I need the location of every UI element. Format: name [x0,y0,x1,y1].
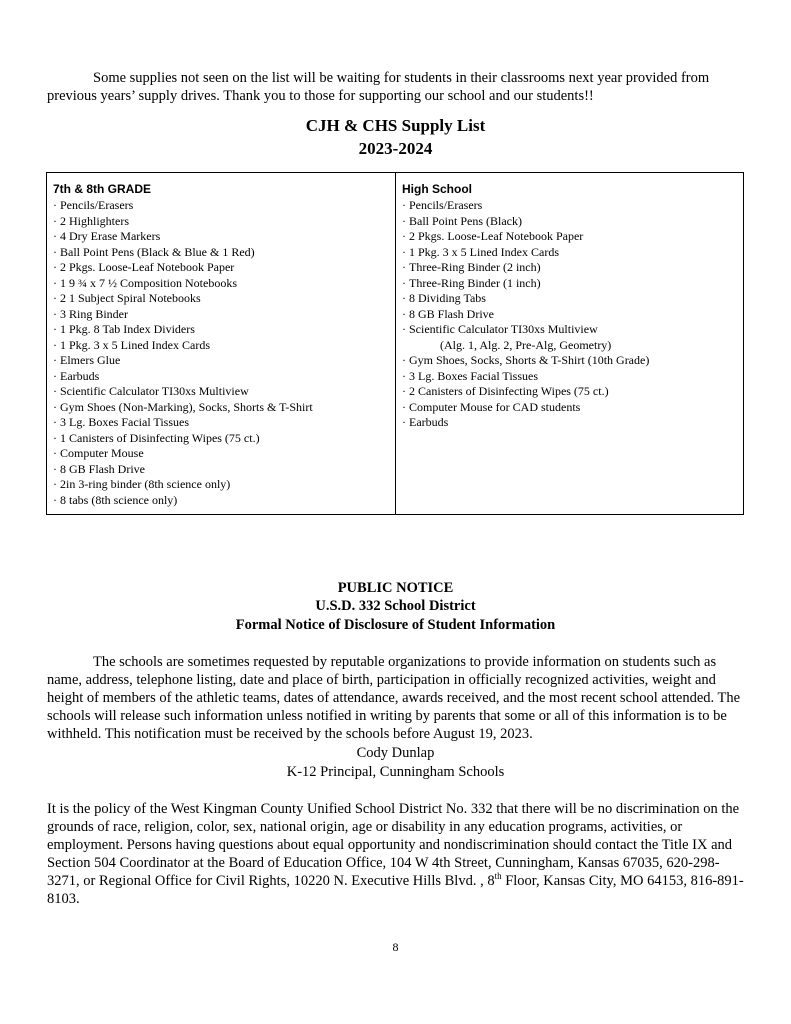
bullet-icon: · [53,275,57,290]
supply-item-label: (Alg. 1, Alg. 2, Pre-Alg, Geometry) [440,337,612,352]
high-school-heading: High School [402,182,472,196]
bullet-icon: · [402,368,406,383]
notice-body [47,653,747,743]
bullet-icon: · [402,291,406,305]
supply-item-label: Pencils/Erasers [60,198,134,212]
intro-text: Some supplies not seen on the list will be waiting for students in their classrooms next year provided from previous years’ supply drives. Thank you to those for supporting our school and our students!! [47,70,710,104]
supply-list-year: 2023-2024 [358,139,433,158]
supply-item [53,369,395,385]
supply-item [53,446,395,462]
junior-high-list [53,198,395,508]
supply-item-label: Gym Shoes (Non-Marking), Socks, Shorts & T-Shirt [60,399,313,414]
bullet-icon: · [402,415,406,429]
supply-item-label: 8 tabs (8th science only) [60,492,178,507]
supply-item [53,307,395,323]
supply-item-label: Three-Ring Binder (1 inch) [409,275,541,290]
supply-item-label: Pencils/Erasers [409,198,483,212]
bullet-icon: · [402,306,406,321]
supply-item-label: 8 GB Flash Drive [409,306,494,321]
supply-item-label: Gym Shoes, Socks, Shorts & T-Shirt (10th Grade) [409,353,650,367]
supply-item-label: Computer Mouse for CAD students [409,399,581,414]
bullet-icon: · [53,353,57,367]
high-school-list [402,198,743,431]
bullet-icon: · [53,384,57,398]
supply-item [53,276,395,292]
notice-body-text: The schools are sometimes requested by reputable organizations to provide information on students such as name, address, telephone listing, date and place of birth, participation in officially recognized activities, weight and height of members of the athletic teams, dates of attendance, awards received, and the most recent school attended. The schools will release such information unless notified in writing by parents that some or all of this information is to be withheld. This notification must be received by the schools before August 19, 2023. [47,654,741,742]
bullet-icon: · [402,384,406,398]
bullet-icon: · [402,198,406,212]
supply-item-label: 2in 3-ring binder (8th science only) [60,477,231,491]
bullet-icon: · [53,399,57,414]
supply-item [53,400,395,416]
supply-item-label: 1 Canisters of Disinfecting Wipes (75 ct.) [60,430,260,445]
supply-item-label: 2 Highlighters [60,213,129,228]
supply-item [53,260,395,276]
supply-item [402,198,743,214]
policy-text: It is the policy of the West Kingman County Unified School District No. 332 that there will be no discrimination on the grounds of race, religion, color, sex, national origin, age or disability in any education programs, activities, or employment. Persons having questions about equal opportunity and nondiscrimination should contact the Title IX and Section 504 Coordinator at the Board of Education Office, 104 W 4th Street, Cunningham, Kansas 67035, 620-298-3271, or Regional Office for Civil Rights, 10220 N. Executive Hills Blvd. , 8 [47,801,740,889]
supply-item [53,198,395,214]
bullet-icon: · [53,306,57,321]
bullet-icon: · [53,260,57,274]
signer-title: K-12 Principal, Cunningham Schools [286,764,505,780]
notice-district: U.S.D. 332 School District [315,598,476,614]
supply-item-label: Scientific Calculator TI30xs Multiview [409,322,598,336]
supply-table [46,172,744,515]
supply-item [53,462,395,478]
bullet-icon: · [402,275,406,290]
supply-item-label: Earbuds [60,368,100,383]
bullet-icon: · [53,213,57,228]
supply-item-label: 2 Pkgs. Loose-Leaf Notebook Paper [60,260,235,274]
supply-item [402,338,743,354]
supply-item [402,214,743,230]
supply-item [402,276,743,292]
policy-tail: Floor, Kansas City, MO 64153, 816-891-8103. [47,873,744,907]
notice-heading: PUBLIC NOTICE [337,580,454,596]
junior-high-column [47,173,396,514]
supply-item [402,353,743,369]
supply-item-label: 8 Dividing Tabs [409,291,486,305]
bullet-icon: · [53,492,57,507]
bullet-icon: · [53,229,57,243]
supply-item-label: Computer Mouse [60,446,144,460]
bullet-icon: · [402,322,406,336]
supply-item [53,477,395,493]
supply-item-label: 3 Lg. Boxes Facial Tissues [409,368,539,383]
bullet-icon: · [53,415,57,429]
bullet-icon: · [53,446,57,460]
supply-item-label: 1 Pkg. 3 x 5 Lined Index Cards [60,337,210,352]
bullet-icon: · [53,244,57,259]
bullet-icon: · [402,213,406,228]
bullet-icon: · [402,244,406,259]
supply-item-label: Elmers Glue [60,353,121,367]
supply-item [53,415,395,431]
supply-item [53,214,395,230]
bullet-icon: · [53,430,57,445]
supply-item [53,493,395,509]
supply-item [53,431,395,447]
supply-item [53,245,395,261]
notice-subject: Formal Notice of Disclosure of Student Information [235,617,556,633]
bullet-icon: · [53,198,57,212]
intro-paragraph [47,69,747,105]
supply-item-label: Scientific Calculator TI30xs Multiview [60,384,249,398]
bullet-icon: · [53,337,57,352]
bullet-icon: · [402,353,406,367]
supply-item [53,353,395,369]
supply-item-label: Ball Point Pens (Black) [409,213,522,228]
bullet-icon: · [402,229,406,243]
supply-item-label: 1 Pkg. 3 x 5 Lined Index Cards [409,244,559,259]
bullet-icon: · [402,260,406,274]
supply-item-label: 2 1 Subject Spiral Notebooks [60,291,201,305]
supply-item [53,291,395,307]
bullet-icon: · [53,477,57,491]
bullet-icon: · [53,322,57,336]
supply-item [402,229,743,245]
supply-item [402,245,743,261]
supply-item [402,369,743,385]
bullet-icon: · [53,368,57,383]
bullet-icon: · [402,399,406,414]
page-number: 8 [392,940,399,954]
policy-superscript: th [494,871,502,882]
supply-item [402,291,743,307]
supply-list-title: CJH & CHS Supply List [305,116,486,135]
bullet-icon: · [53,291,57,305]
supply-item-label: Three-Ring Binder (2 inch) [409,260,541,274]
nondiscrimination-policy [47,800,747,908]
supply-item [53,229,395,245]
junior-high-heading: 7th & 8th GRADE [53,182,152,196]
bullet-icon: · [53,461,57,476]
supply-item-label: Earbuds [409,415,449,429]
supply-item [53,384,395,400]
supply-item-label: 1 Pkg. 8 Tab Index Dividers [60,322,195,336]
supply-item [402,307,743,323]
supply-item-label: Ball Point Pens (Black & Blue & 1 Red) [60,244,255,259]
supply-item [53,338,395,354]
supply-item-label: 3 Lg. Boxes Facial Tissues [60,415,190,429]
signer-name: Cody Dunlap [356,745,435,761]
high-school-column [396,173,743,514]
supply-item-label: 1 9 ¾ x 7 ½ Composition Notebooks [60,275,238,290]
supply-item [402,415,743,431]
supply-item-label: 8 GB Flash Drive [60,461,145,476]
supply-item [402,322,743,338]
supply-item [402,384,743,400]
supply-item [402,400,743,416]
supply-item [53,322,395,338]
supply-item-label: 4 Dry Erase Markers [60,229,161,243]
supply-item [402,260,743,276]
supply-item-label: 2 Canisters of Disinfecting Wipes (75 ct.) [409,384,609,398]
supply-item-label: 2 Pkgs. Loose-Leaf Notebook Paper [409,229,584,243]
supply-item-label: 3 Ring Binder [60,306,128,321]
